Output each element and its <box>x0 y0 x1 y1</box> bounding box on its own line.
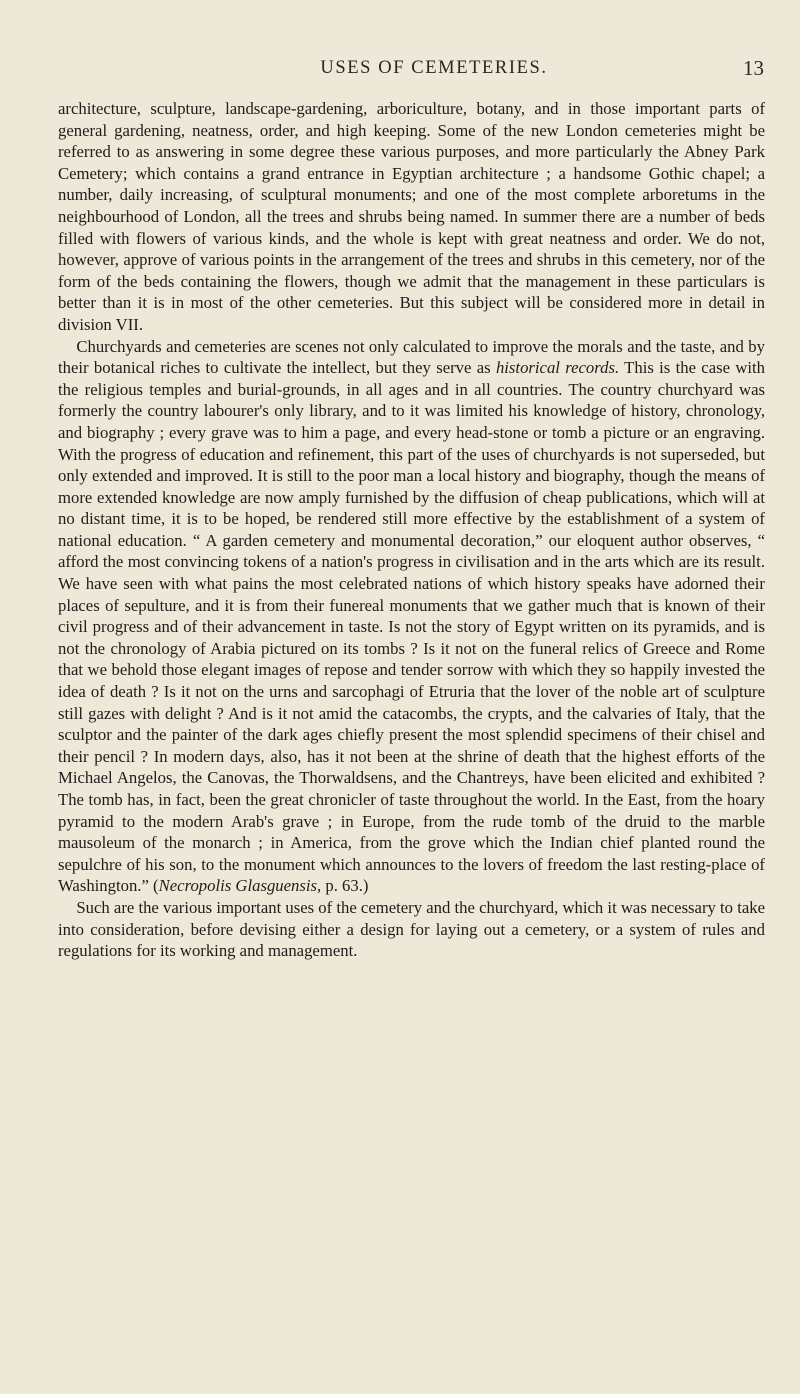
text-run: p. 63.) <box>321 876 369 896</box>
text-run: architecture, sculpture, landscape-gardening, arboriculture, botany, and in those important parts of general gardening, neatness, order, and high keeping. Some of the new London cemeteries might be referred to as answering in some degree these various purposes, and more particularly the Abney Park Cemetery; which contains a grand entrance in Egyptian architecture ; a handsome Gothic chapel; a number, daily increasing, of sculptural monuments; and one of the most complete arboretums in the neighbourhood of London, all the trees and shrubs being named. In summer there are a number of beds filled with flowers of various kinds, and the whole is kept with great neatness and order. We do not, however, approve of various points in the arrangement of the trees and shrubs in this cemetery, nor of the form of the beds containing the flowers, though we admit that the management in these particulars is better than it is in most of the other cemeteries. But this subject will be considered more in detail in division VII. <box>58 99 765 334</box>
running-header <box>104 58 764 84</box>
paragraph-1 <box>58 98 765 336</box>
paragraph-2 <box>58 336 765 897</box>
text-run: This is the case with the religious temples and burial-grounds, in all ages and in all countries. The country churchyard was formerly the country labourer's only library, and to it was limited his knowledge of history, chronology, and biography ; every grave was to him a page, and every head-stone or tomb a picture or an engraving. With the progress of education and refinement, this part of the uses of churchyards is not superseded, but only extended and improved. It is still to the poor man a local history and biography, though the means of more extended knowledge are now amply furnished by the diffusion of cheap publications, which will at no distant time, it is to be hoped, be rendered still more effective by the establishment of a system of national education. “ A garden cemetery and monumental decoration,” our eloquent author observes, “ afford the most convincing tokens of a nation's progress in civilisation and in the arts which are its result. We have seen with what pains the most celebrated nations of which history speaks have adorned their places of sepulture, and it is from their funereal monuments that we gather much that is known of their civil progress and of their advancement in taste. Is not the story of Egypt written on its pyramids, and is not the chronology of Arabia pictured on its tombs ? Is it not on the funeral relics of Greece and Rome that we behold those elegant images of repose and tender sorrow with which they so happily invested the idea of death ? Is it not on the urns and sarcophagi of Etruria that the lover of the noble art of sculpture still gazes with delight ? And is it not amid the catacombs, the crypts, and the calvaries of Italy, that the sculptor and the painter of the dark ages chiefly present the most splendid specimens of their chisel and their pencil ? In modern days, also, has it not been at the shrine of death that the highest efforts of the Michael Angelos, the Canovas, the Thorwaldsens, and the Chantreys, have been elicited and exhibited ? The tomb has, in fact, been the great chronicler of taste throughout the world. In the East, from the hoary pyramid to the modern Arab's grave ; in Europe, from the rude tomb of the druid to the marble mausoleum of the monarch ; in America, from the grove which the Indian chief planted round the sepulchre of his son, to the monument which announces to the lovers of freedom the last resting-place of Washington.” ( <box>58 358 765 896</box>
text-run: Churchyards and cemeteries are scenes not only calculated to improve the morals and the taste, and by their botanical riches to cultivate the intellect, but they serve as <box>58 336 765 378</box>
paragraph-3 <box>58 897 765 962</box>
body-text <box>58 98 765 962</box>
italic-phrase-historical-records: historical records. <box>495 358 620 378</box>
text-run: Such are the various important uses of the cemetery and the churchyard, which it was necessary to take into consideration, before devising either a design for laying out a cemetery, or a system of rules and regulations for its working and management. <box>58 897 765 961</box>
running-title: USES OF CEMETERIES. <box>320 58 548 78</box>
italic-citation-necropolis: Necropolis Glasguensis, <box>158 876 322 896</box>
page-number: 13 <box>743 56 764 80</box>
